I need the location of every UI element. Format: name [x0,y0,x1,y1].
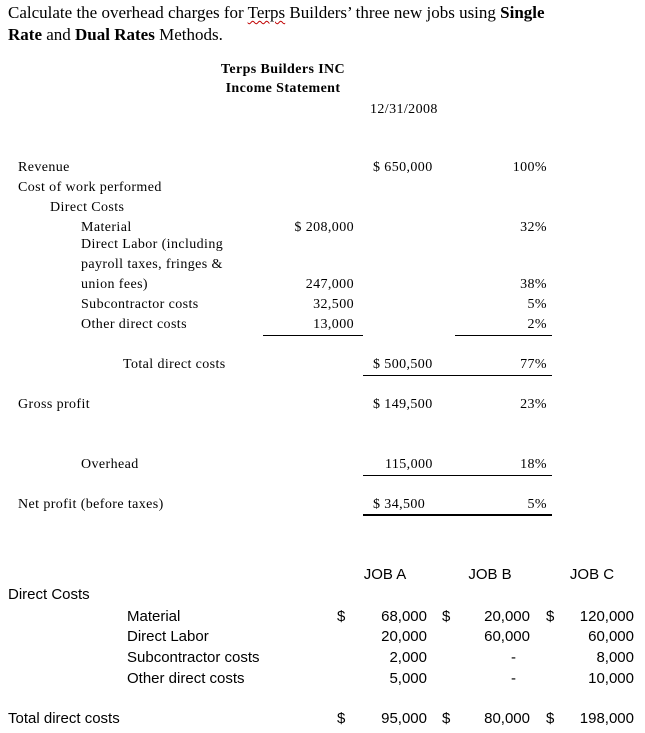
material-pct: 32% [520,220,547,235]
overhead-underline-pct [455,475,552,476]
other-direct-label: Other direct costs [81,317,187,332]
cost-of-work-label: Cost of work performed [18,180,162,195]
subtotal-underline-amount [263,335,363,336]
statement-date: 12/31/2008 [370,102,438,117]
job-a-value: 68,000 [381,608,427,625]
direct-labor-amount: 247,000 [305,277,354,292]
job-a-value: 5,000 [389,670,427,687]
revenue-label: Revenue [18,160,70,175]
net-profit-pct: 5% [527,497,547,512]
question-line-2 [8,24,223,45]
jobs-total-label: Total direct costs [8,710,120,727]
overhead-underline-amount [363,475,455,476]
currency-symbol: $ [546,710,555,727]
overhead-pct: 18% [520,457,547,472]
other-direct-pct: 2% [527,317,547,332]
subcontractor-amount: 32,500 [313,297,354,312]
job-b-value: - [511,670,516,687]
job-a-total: 95,000 [381,710,427,727]
question-text: Methods. [154,25,223,44]
job-row-label: Direct Labor [127,628,209,645]
direct-labor-label-2: payroll taxes, fringes & [81,257,223,272]
jobs-direct-costs-label: Direct Costs [8,586,90,603]
dual-rates-word: Dual Rates [75,25,155,44]
job-c-value: 120,000 [579,608,634,625]
job-b-value: - [511,649,516,666]
job-b-value: 60,000 [484,628,530,645]
job-a-header: JOB A [363,566,407,583]
other-direct-amount: 13,000 [313,317,354,332]
gross-profit-pct: 23% [520,397,547,412]
statement-title: Income Statement [225,81,341,96]
total-direct-pct: 77% [520,357,547,372]
job-c-value: 8,000 [596,649,634,666]
question-line-1 [8,2,545,23]
currency-symbol: $ [442,710,451,727]
direct-labor-pct: 38% [520,277,547,292]
question-text: Calculate the overhead charges for [8,3,248,22]
gross-profit-amount: $ 149,500 [373,397,433,412]
question-text: and [41,25,76,44]
company-title: Terps Builders INC [220,62,346,77]
net-profit-amount: $ 34,500 [373,497,426,512]
company-word-spellcheck: Terps [247,3,286,22]
total-direct-label: Total direct costs [123,357,226,372]
overhead-amount: 115,000 [385,457,433,472]
job-c-value: 10,000 [588,670,634,687]
currency-symbol: $ [546,608,555,625]
job-row-label: Subcontractor costs [127,649,260,666]
job-a-value: 2,000 [389,649,427,666]
job-row-label: Other direct costs [127,670,245,687]
currency-symbol: $ [337,710,346,727]
net-profit-label: Net profit (before taxes) [18,497,164,512]
single-rate-word: Single [500,3,545,22]
material-label: Material [81,220,132,235]
currency-symbol: $ [337,608,346,625]
question-text: Builders’ three new jobs using [285,3,501,22]
subtotal-underline-pct [455,335,552,336]
net-double-underline-amount [363,514,455,516]
job-a-value: 20,000 [381,628,427,645]
job-b-value: 20,000 [484,608,530,625]
net-double-underline-pct [455,514,552,516]
job-c-value: 60,000 [588,628,634,645]
total-underline-amount [363,375,455,376]
subcontractor-label: Subcontractor costs [81,297,199,312]
rate-word: Rate [8,25,42,44]
overhead-label: Overhead [81,457,139,472]
job-c-header: JOB C [569,566,615,583]
currency-symbol: $ [442,608,451,625]
direct-labor-label-1: Direct Labor (including [81,237,224,252]
revenue-pct: 100% [512,160,547,175]
total-underline-pct [455,375,552,376]
revenue-amount: $ 650,000 [373,160,433,175]
job-b-header: JOB B [468,566,512,583]
total-direct-amount: $ 500,500 [373,357,433,372]
subcontractor-pct: 5% [527,297,547,312]
direct-labor-label-3: union fees) [81,277,148,292]
job-row-label: Material [127,608,181,625]
direct-costs-label: Direct Costs [50,200,125,215]
job-b-total: 80,000 [484,710,530,727]
job-c-total: 198,000 [579,710,634,727]
material-amount: $ 208,000 [294,220,354,235]
gross-profit-label: Gross profit [18,397,91,412]
